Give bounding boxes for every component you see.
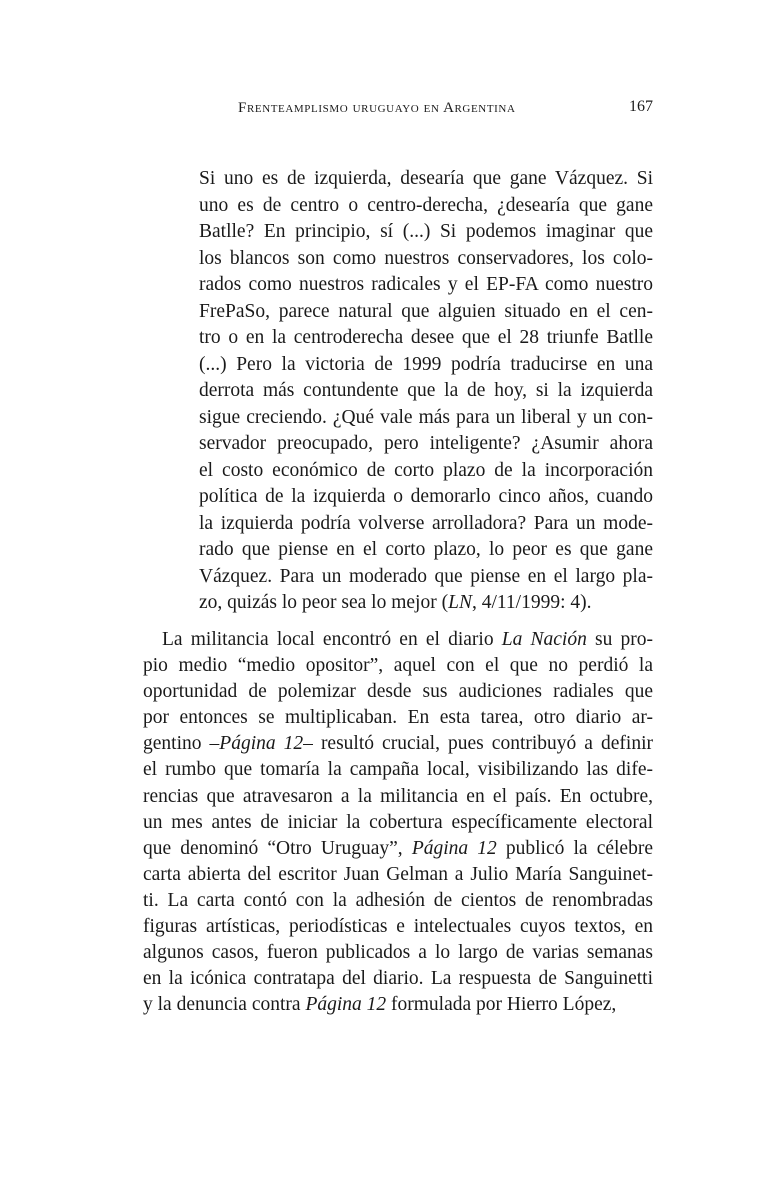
body-text: el rumbo que tomaría la campaña local, visibilizando las dife- bbox=[143, 759, 653, 781]
quote-text: FrePaSo, parece natural que alguien situado en el cen- bbox=[199, 300, 653, 322]
body-line bbox=[143, 757, 653, 783]
body-text: figuras artísticas, periodísticas e intelectuales cuyos textos, en bbox=[143, 916, 653, 938]
quote-line bbox=[199, 246, 653, 273]
body-line bbox=[143, 914, 653, 940]
body-italic-text: Página 12 bbox=[219, 733, 304, 755]
quote-text: tro o en la centroderecha desee que el 28 triunfe Batlle bbox=[199, 327, 653, 348]
body-text: – resultó crucial, pues contribuyó a definir bbox=[303, 733, 653, 755]
body-line bbox=[143, 810, 653, 836]
body-paragraph bbox=[143, 627, 653, 1018]
body-italic-text: Página 12 bbox=[411, 837, 497, 859]
body-text: La militancia local encontró en el diario bbox=[162, 629, 502, 650]
body-text: oportunidad de polemizar desde sus audiciones radiales que bbox=[143, 681, 653, 703]
quote-line bbox=[199, 166, 653, 193]
quote-text: la izquierda podría volverse arrolladora? Para un mode- bbox=[199, 512, 653, 534]
quote-text: rado que piense en el corto plazo, lo peor es que gane bbox=[199, 539, 653, 560]
body-text: carta abierta del escritor Juan Gelman a Julio María Sanguinet- bbox=[143, 863, 653, 885]
block-quotation bbox=[199, 166, 653, 617]
body-text: algunos casos, fueron publicados a lo largo de varias semanas bbox=[143, 942, 653, 964]
quote-text: servador preocupado, pero inteligente? ¿Asumir ahora bbox=[199, 433, 653, 454]
body-text: gentino – bbox=[143, 733, 220, 755]
body-text: un mes antes de iniciar la cobertura específicamente electoral bbox=[143, 811, 653, 833]
quote-line bbox=[199, 272, 653, 299]
quote-line bbox=[199, 378, 653, 405]
body-line bbox=[143, 888, 653, 914]
quote-text: rados como nuestros radicales y el EP-FA como nuestro bbox=[199, 274, 653, 295]
body-text: que denominó “Otro Uruguay”, bbox=[143, 837, 412, 859]
quote-line bbox=[199, 564, 653, 591]
quote-text: , 4/11/1999: 4). bbox=[471, 592, 592, 613]
quote-text: Batlle? En principio, sí (...) Si podemos imaginar que bbox=[199, 221, 653, 242]
body-line bbox=[143, 784, 653, 810]
quote-text: uno es de centro o centro-derecha, ¿desearía que gane bbox=[199, 194, 653, 216]
body-text: rencias que atravesaron a la militancia en el país. En octubre, bbox=[143, 785, 653, 807]
body-line bbox=[143, 705, 653, 731]
body-line bbox=[143, 966, 653, 992]
quote-italic-text: LN bbox=[448, 592, 472, 613]
quote-line bbox=[199, 325, 653, 352]
body-line bbox=[143, 992, 653, 1018]
body-italic-text: La Nación bbox=[501, 629, 587, 650]
body-line bbox=[143, 940, 653, 966]
quote-text: los blancos son como nuestros conservadores, los colo- bbox=[199, 247, 653, 269]
quote-line bbox=[199, 537, 653, 564]
body-text: en la icónica contratapa del diario. La respuesta de Sanguinetti bbox=[143, 968, 653, 990]
body-line bbox=[143, 627, 653, 653]
quote-text: política de la izquierda o demorarlo cinco años, cuando bbox=[199, 486, 653, 507]
quote-line bbox=[199, 484, 653, 511]
quote-line bbox=[199, 193, 653, 220]
quote-text: zo, quizás lo peor sea lo mejor ( bbox=[199, 592, 449, 613]
quote-line bbox=[199, 590, 653, 617]
quote-text: Si uno es de izquierda, desearía que gane Vázquez. Si bbox=[199, 168, 653, 189]
quote-line bbox=[199, 458, 653, 485]
body-text: y la denuncia contra bbox=[143, 994, 306, 1016]
body-italic-text: Página 12 bbox=[305, 994, 387, 1016]
body-text: publicó la célebre bbox=[496, 837, 653, 859]
body-line bbox=[143, 862, 653, 888]
body-text: ti. La carta contó con la adhesión de cientos de renombradas bbox=[143, 889, 653, 911]
quote-text: Vázquez. Para un moderado que piense en el largo pla- bbox=[199, 565, 653, 587]
body-text: formulada por Hierro López, bbox=[386, 994, 617, 1016]
body-text: su pro- bbox=[586, 629, 653, 650]
body-line bbox=[143, 836, 653, 862]
quote-text: derrota más contundente que la de hoy, si la izquierda bbox=[199, 380, 653, 401]
page-number: 167 bbox=[629, 98, 653, 115]
quote-line bbox=[199, 405, 653, 432]
quote-line bbox=[199, 431, 653, 458]
quote-line bbox=[199, 352, 653, 379]
quote-line bbox=[199, 219, 653, 246]
quote-line bbox=[199, 511, 653, 538]
quote-text: (...) Pero la victoria de 1999 podría traducirse en una bbox=[199, 353, 653, 375]
body-line bbox=[143, 653, 653, 679]
quote-text: el costo económico de corto plazo de la incorporación bbox=[199, 459, 653, 481]
body-line bbox=[143, 679, 653, 705]
body-line bbox=[143, 731, 653, 757]
body-text: por entonces se multiplicaban. En esta tarea, otro diario ar- bbox=[143, 707, 653, 729]
quote-line bbox=[199, 299, 653, 326]
running-head-title: Frenteamplismo uruguayo en Argentina bbox=[238, 100, 516, 116]
quote-text: sigue creciendo. ¿Qué vale más para un liberal y un con- bbox=[199, 406, 653, 428]
body-text: pio medio “medio opositor”, aquel con el que no perdió la bbox=[143, 655, 653, 677]
